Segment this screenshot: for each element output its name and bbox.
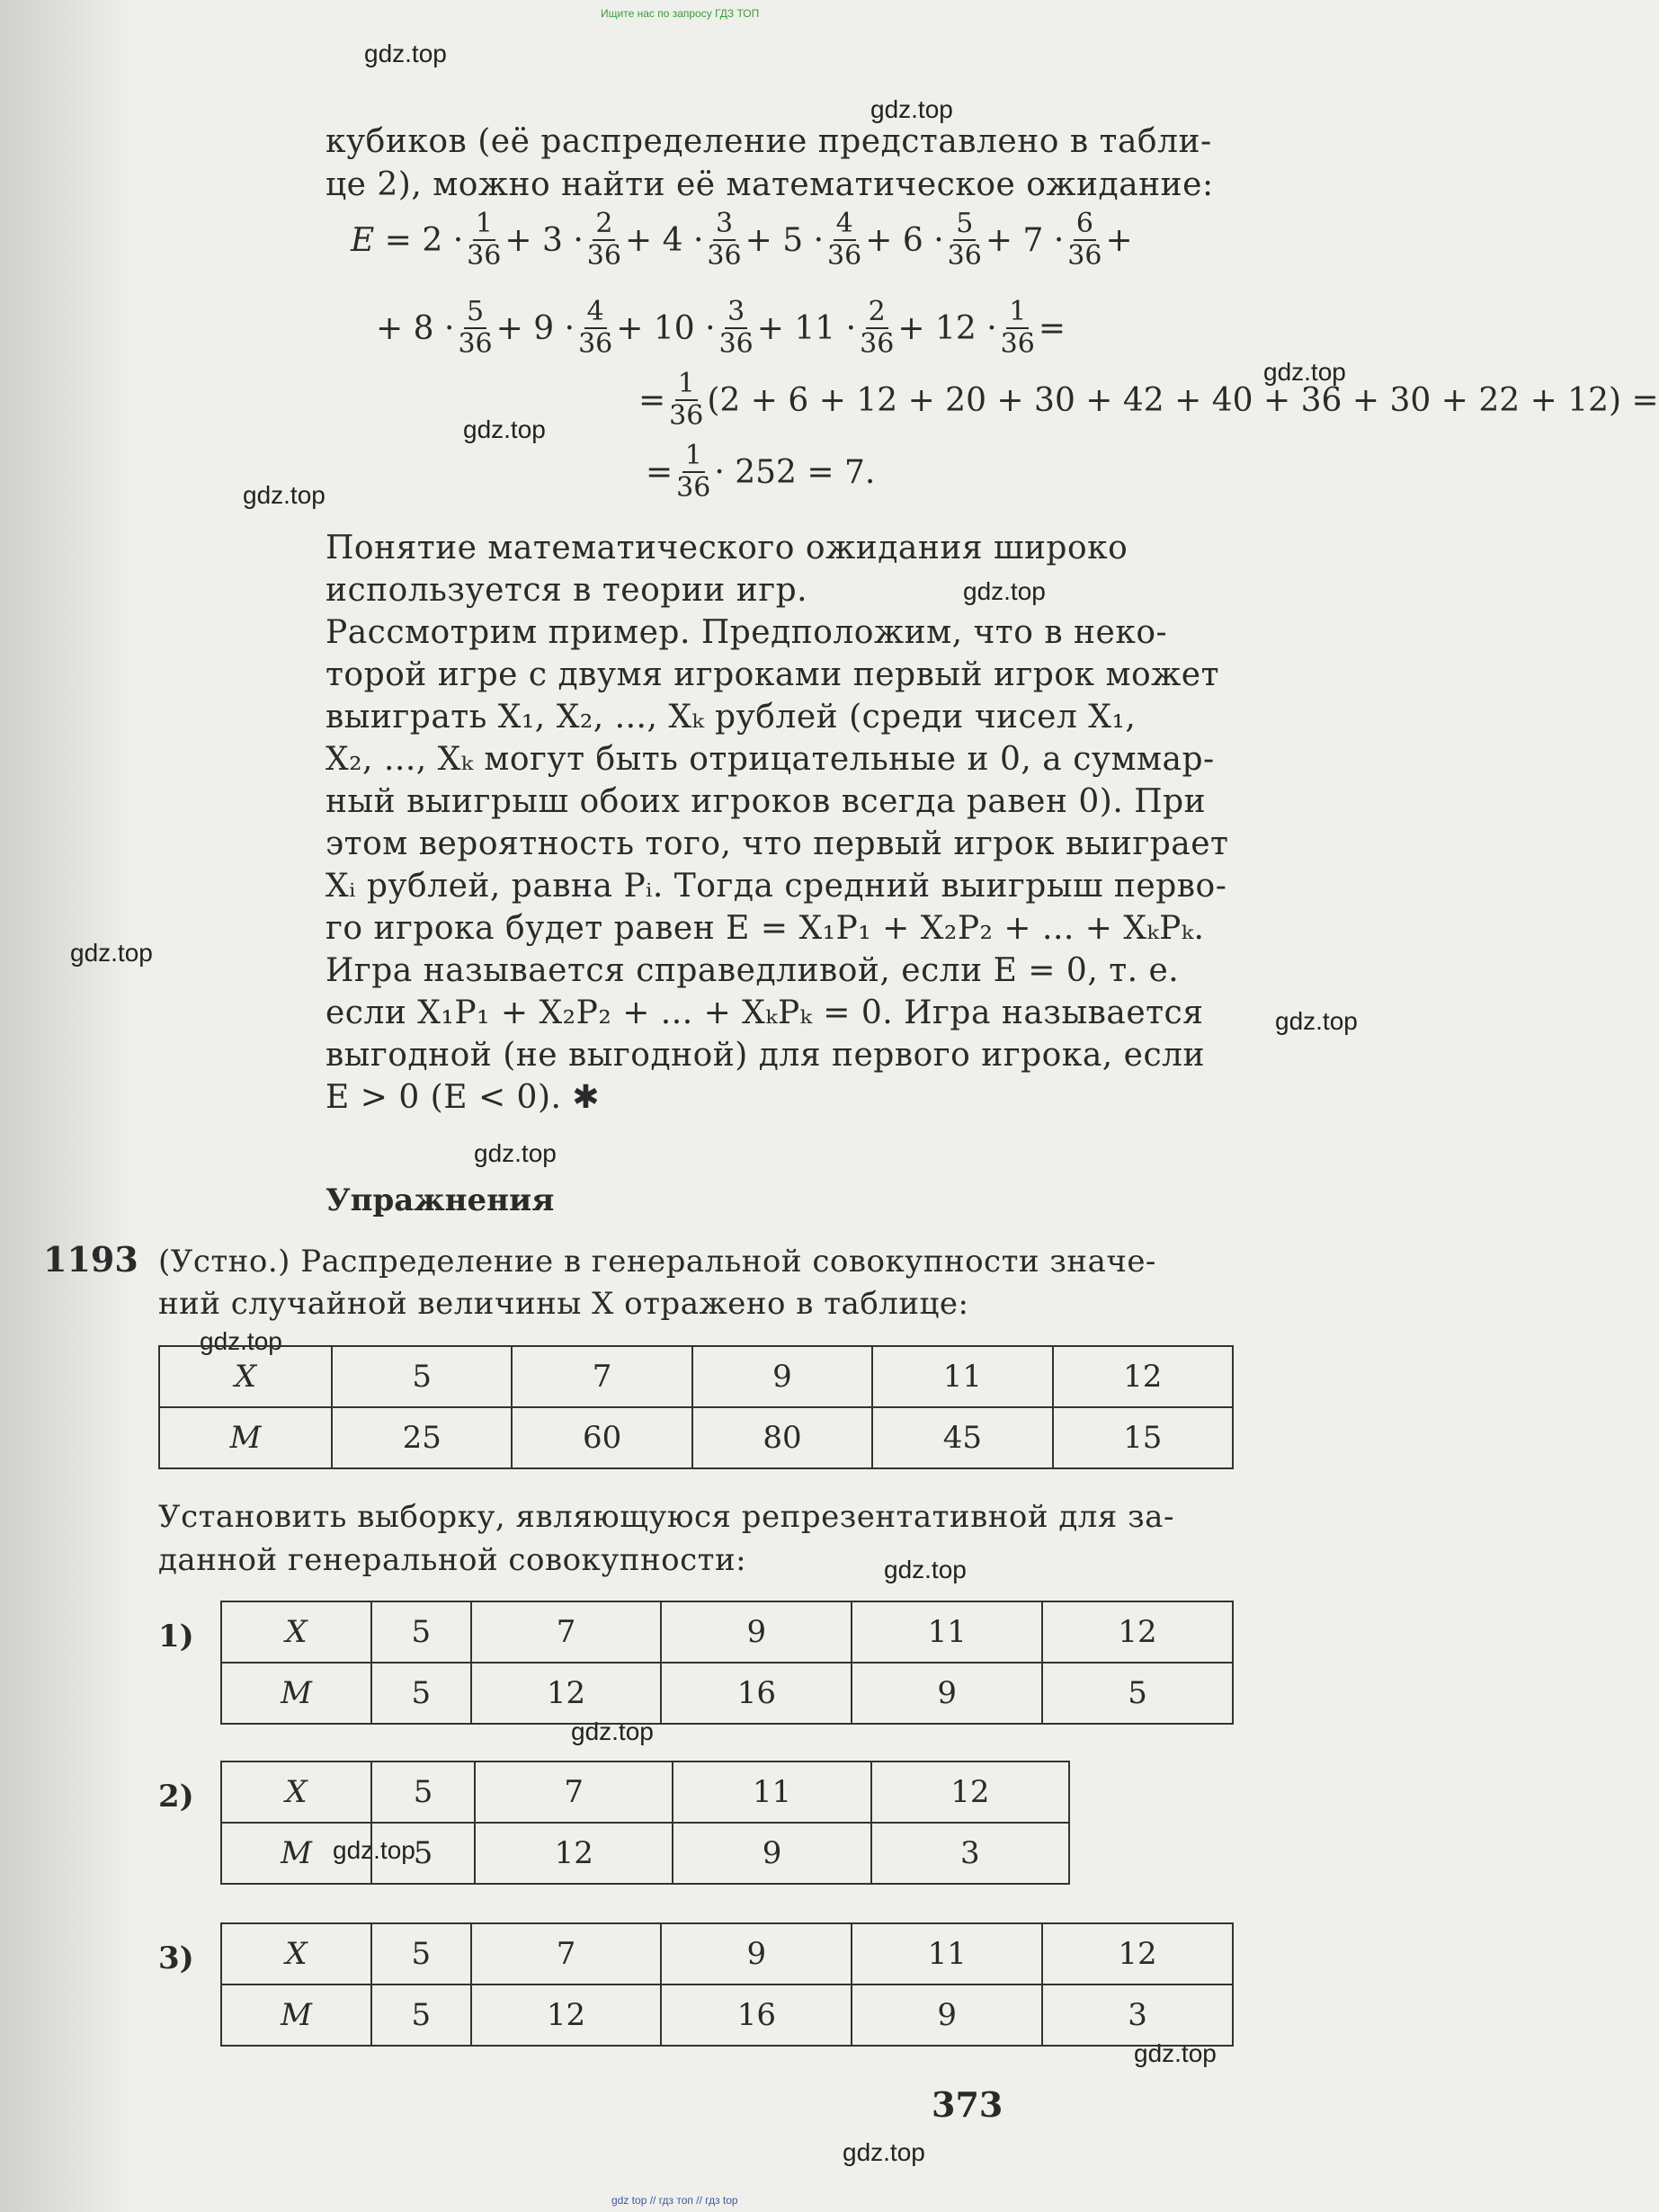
intro-line: кубиков (её распределение представлено в табли- xyxy=(326,123,1212,160)
top-watermark: Ищите нас по запросу ГДЗ ТОП xyxy=(601,7,760,20)
watermark: gdz.top xyxy=(463,415,546,443)
fraction: $\frac{5}{36}$ xyxy=(947,208,982,272)
theory-line: X₂, ..., Xₖ могут быть отрицательные и 0, а суммар- xyxy=(326,741,1215,778)
watermark: gdz.top xyxy=(884,1556,967,1583)
intro-line: це 2), можно найти её математическое ожидание: xyxy=(326,166,1214,203)
theory-line: го игрока будет равен E = X₁P₁ + X₂P₂ + ... + XₖPₖ. xyxy=(326,910,1205,947)
table-row: M 5 12 16 9 3 xyxy=(221,1985,1233,2046)
watermark: gdz.top xyxy=(474,1139,557,1167)
watermark: gdz.top xyxy=(70,939,153,967)
fraction: $\frac{2}{36}$ xyxy=(860,296,895,360)
watermark: gdz.top xyxy=(571,1717,654,1745)
watermark: gdz.top xyxy=(1134,2039,1217,2067)
table-row: M 5 12 9 3 xyxy=(221,1823,1069,1884)
option-label: 3) xyxy=(158,1940,194,1976)
fraction: $\frac{1}{36}$ xyxy=(1000,296,1035,360)
fraction: $\frac{5}{36}$ xyxy=(458,296,493,360)
watermark: gdz.top xyxy=(843,2138,925,2166)
watermark: gdz.top xyxy=(870,95,953,123)
fraction: $\frac{3}{36}$ xyxy=(707,208,742,272)
table-row: X 5 7 9 11 12 xyxy=(221,1601,1233,1663)
fraction: $\frac{1}{36}$ xyxy=(467,208,502,272)
watermark: gdz.top xyxy=(333,1836,415,1864)
theory-line: торой игре с двумя игроками первый игрок может xyxy=(326,656,1219,693)
theory-line: если X₁P₁ + X₂P₂ + ... + XₖPₖ = 0. Игра называется xyxy=(326,995,1204,1031)
task-line: Установить выборку, являющуюся репрезентативной для за- xyxy=(158,1499,1174,1535)
watermark: gdz.top xyxy=(963,577,1046,605)
theory-line: этом вероятность того, что первый игрок выиграет xyxy=(326,825,1229,862)
expectation-formula-row-4: = $\frac{1}{36}$ · 252 = 7. xyxy=(646,440,876,504)
exercise-text-line: ний случайной величины X отражено в таблице: xyxy=(158,1286,969,1322)
theory-line: выиграть X₁, X₂, ..., Xₖ рублей (среди чисел X₁, xyxy=(326,699,1137,736)
fraction: $\frac{1}{36}$ xyxy=(676,440,711,504)
theory-line: Xᵢ рублей, равна Pᵢ. Тогда средний выигрыш перво- xyxy=(326,868,1227,905)
fraction: $\frac{1}{36}$ xyxy=(669,368,704,432)
watermark: gdz.top xyxy=(1263,358,1346,386)
exercises-heading: Упражнения xyxy=(326,1182,555,1218)
theory-line: Игра называется справедливой, если E = 0, т. е. xyxy=(326,952,1180,989)
watermark: gdz.top xyxy=(200,1327,282,1355)
fraction: $\frac{2}{36}$ xyxy=(586,208,621,272)
page-number: 373 xyxy=(932,2084,1003,2125)
theory-line: выгодной (не выгодной) для первого игрока, если xyxy=(326,1037,1205,1074)
expectation-formula-row-2: + 8 · $\frac{5}{36}$ + 9 · $\frac{4}{36}$ + 10 · $\frac{3}{36}$ + 11 · $\frac{2}{36}$ + 12 · $\frac{1}{36}$ = xyxy=(376,296,1066,360)
table-row: X 5 7 9 11 12 xyxy=(221,1923,1233,1985)
sample-table-1 xyxy=(220,1601,1234,1725)
table-row: M 25 60 80 45 15 xyxy=(159,1407,1233,1468)
exercise-number: 1193 xyxy=(43,1239,138,1280)
table-row: M 5 12 16 9 5 xyxy=(221,1663,1233,1724)
bottom-watermark: gdz top // гдз топ // гдз top xyxy=(611,2194,738,2207)
task-line: данной генеральной совокупности: xyxy=(158,1542,747,1578)
table-row: X 5 7 11 12 xyxy=(221,1762,1069,1823)
exercise-text-line: (Устно.) Распределение в генеральной совокупности значе- xyxy=(158,1244,1156,1280)
expectation-formula-row-3: = $\frac{1}{36}$ (2 + 6 + 12 + 20 + 30 + 42 + 40 + 36 + 30 + 22 + 12) = xyxy=(638,368,1659,432)
watermark: gdz.top xyxy=(243,481,326,509)
expectation-formula-row-1: E = 2 · $\frac{1}{36}$ + 3 · $\frac{2}{36}$ + 4 · $\frac{3}{36}$ + 5 · $\frac{4}{36}$ + 6 · $\frac{5}{36}$ + 7 · $\frac{6}{36}$ + xyxy=(351,208,1133,272)
theory-line: Рассмотрим пример. Предположим, что в неко- xyxy=(326,614,1168,651)
theory-line: Понятие математического ожидания широко xyxy=(326,530,1128,566)
watermark: gdz.top xyxy=(1275,1007,1358,1035)
table-row: X 5 7 9 11 12 xyxy=(159,1346,1233,1407)
population-table xyxy=(158,1345,1234,1469)
fraction: $\frac{4}{36}$ xyxy=(578,296,613,360)
option-label: 2) xyxy=(158,1779,194,1815)
watermark: gdz.top xyxy=(364,40,447,67)
fraction: $\frac{4}{36}$ xyxy=(827,208,862,272)
option-label: 1) xyxy=(158,1619,194,1655)
fraction: $\frac{6}{36}$ xyxy=(1067,208,1102,272)
theory-line: используется в теории игр. xyxy=(326,572,808,609)
fraction: $\frac{3}{36}$ xyxy=(718,296,754,360)
theory-line: E > 0 (E < 0). ✱ xyxy=(326,1079,601,1116)
sample-table-2 xyxy=(220,1761,1070,1885)
sample-table-3 xyxy=(220,1922,1234,2047)
theory-line: ный выигрыш обоих игроков всегда равен 0). При xyxy=(326,783,1207,820)
